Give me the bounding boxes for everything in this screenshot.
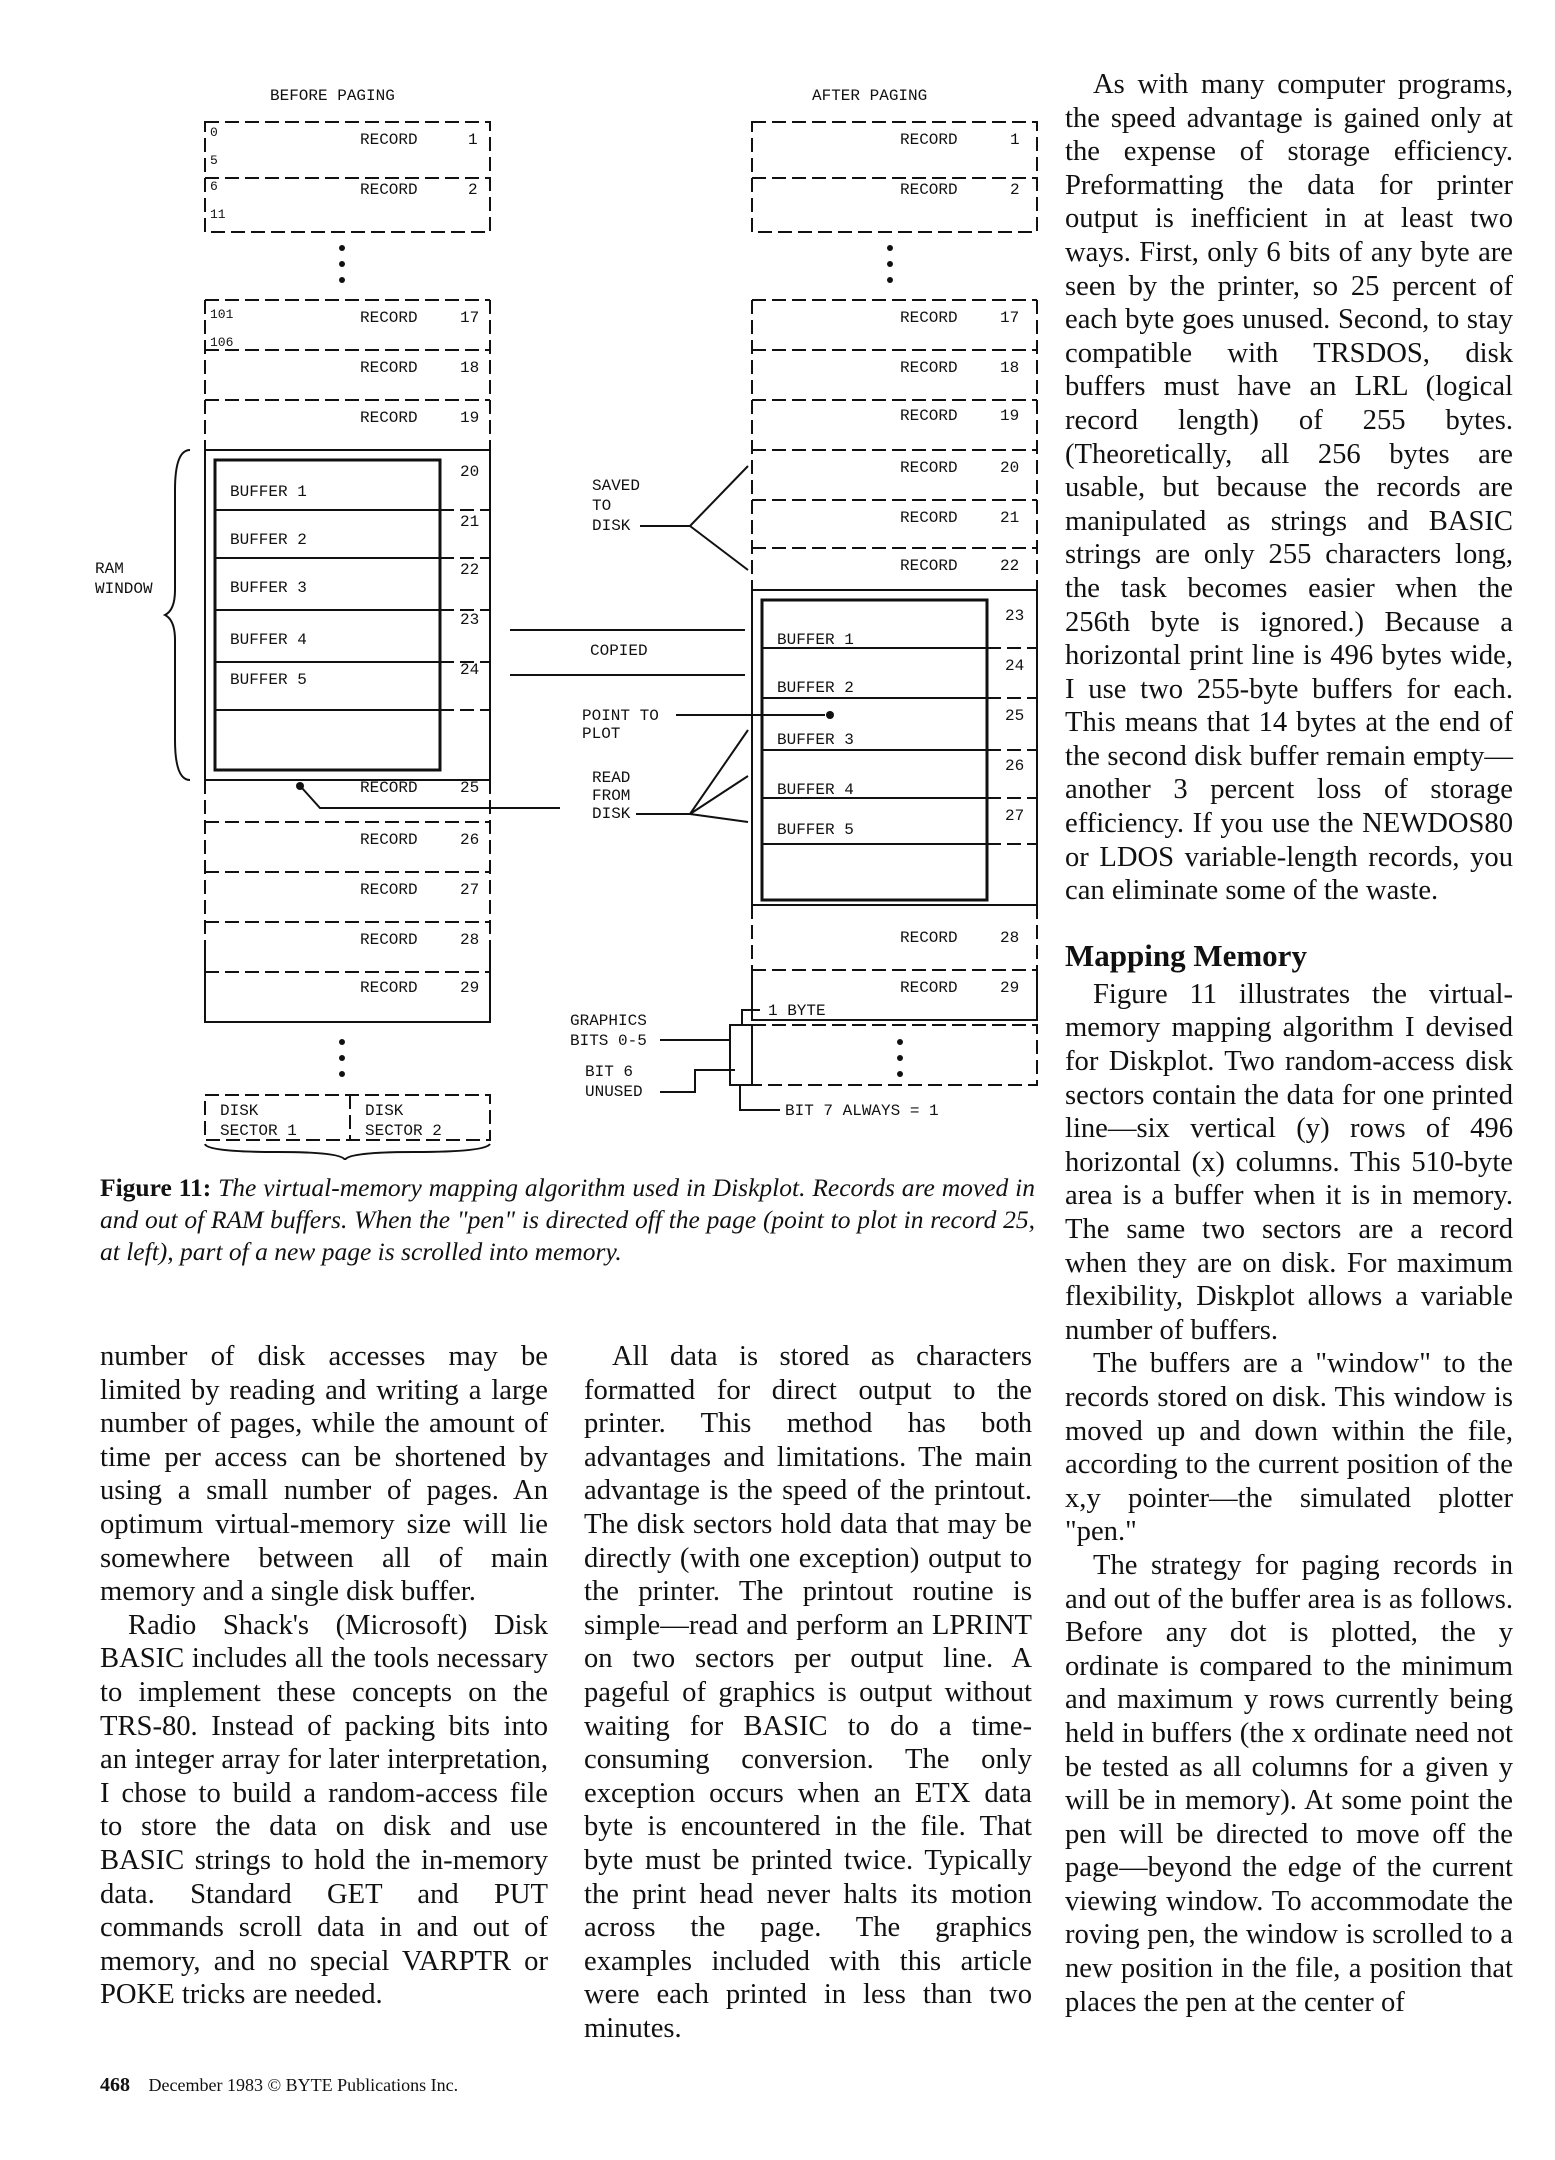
right-record-label: RECORD [900,459,958,477]
right-record-num: 22 [1000,557,1020,575]
right-record-label: RECORD [900,359,958,377]
read-label: FROM [592,787,631,805]
left-records-bottom [205,779,560,1022]
left-buffer-num: 21 [460,513,480,531]
right-buffer-num: 27 [1005,807,1025,825]
paragraph: The buffers are a "window" to the records stored on disk. This window is moved up and down within the file, according to the current position of the x,y pointer—the simulated plotter "pen." [1065,1348,1513,1548]
paragraph: The strategy for paging records in and out of the buffer area is as follows. Before any dot is plotted, the y ordinate is compared to the minimum and maximum y rows currently being held in buffers (the x ordinate need not be tested as all columns for a given y will be in memory). At some point the pen will be directed to move off the page—beyond the edge of the current viewing window. To accommodate the roving pen, the window is scrolled to a new position in the file, a position that places the pen at the center of [1065,1549,1513,2018]
ellipsis-dots [339,245,345,283]
left-buffer-num: 22 [460,561,480,579]
paragraph: Figure 11 illustrates the virtual-memory mapping algorithm I devised for Diskplot. Two random-access disk sectors contain the data for one printed line—six vertical (y) rows of 496 horizontal (x) columns. This 510-byte area is a buffer when it is in memory. The same two sectors are a record when they are on disk. For maximum flexibility, Diskplot allows a variable number of buffers. [1065,978,1513,1346]
right-buffer-num: 25 [1005,707,1025,725]
point-label: PLOT [582,725,621,743]
bit6-label: BIT 6 [585,1063,634,1081]
left-buffer-num: 24 [460,661,480,679]
right-record-num: 21 [1000,509,1020,527]
right-record-label: RECORD [900,131,958,149]
left-record-label: RECORD [360,931,418,949]
buffer-label: BUFFER 5 [230,671,307,689]
right-record-label: RECORD [900,557,958,575]
copied-label: COPIED [590,642,648,660]
right-records-mid [752,300,1037,590]
point-label: POINT TO [582,707,659,725]
buffer-label: BUFFER 2 [777,679,854,697]
right-column [1065,68,1513,2019]
right-records-top [752,122,1037,232]
middle-column [584,1340,1032,2045]
range-label: 106 [210,335,234,350]
left-record-num: 26 [460,831,480,849]
left-record-label: RECORD [360,131,418,149]
left-record-label: RECORD [360,309,418,327]
left-record-num: 18 [460,359,480,377]
left-records-mid [205,300,490,450]
left-record-label: RECORD [360,181,418,199]
buffer-label: BUFFER 4 [777,781,854,799]
left-record-num: 2 [468,181,478,199]
one-byte-label: 1 BYTE [768,1002,826,1020]
page-footer [100,2074,458,2097]
right-buffer-num: 26 [1005,757,1025,775]
ellipsis-dots [339,1039,345,1077]
read-from-disk-group [592,730,748,823]
range-label: 11 [210,207,226,222]
disk-sector-label: SECTOR 1 [220,1122,297,1140]
bit7-label: BIT 7 ALWAYS = 1 [785,1102,939,1120]
right-record-num: 2 [1010,181,1020,199]
paragraph: number of disk accesses may be limited by reading and writing a large number of pages, while the amount of time per access can be shortened by using a small number of pages. An optimum virtual-memory size will lie somewhere between all of main memory and a single disk buffer. [100,1341,548,1608]
bit6-label: UNUSED [585,1083,643,1101]
after-paging-title: AFTER PAGING [812,87,928,105]
read-label: READ [592,769,631,787]
left-record-num: 29 [460,979,480,997]
caption-text: The virtual-memory mapping algorithm used in Diskplot. Records are moved in and out of RAM buffers. When the "pen" is directed off the page (point to plot in record 25, at left), part of a new page is scrolled into memory. [100,1173,1035,1266]
graphics-label: GRAPHICS [570,1012,647,1030]
section-heading: Mapping Memory [1065,937,1307,973]
footer-text: December 1983 © BYTE Publications Inc. [148,2075,459,2095]
left-buffer-num: 20 [460,463,480,481]
buffer-label: BUFFER 1 [230,483,307,501]
left-record-label: RECORD [360,881,418,899]
range-label: 0 [210,125,218,140]
saved-label: TO [592,497,612,515]
right-ram-window [752,590,1037,905]
right-record-num: 17 [1000,309,1020,327]
range-label: 6 [210,179,218,194]
disk-sector-label: DISK [365,1102,404,1120]
left-record-label: RECORD [360,409,418,427]
right-record-num: 20 [1000,459,1020,477]
copied-group [510,630,745,675]
right-record-label: RECORD [900,929,958,947]
left-record-num: 17 [460,309,480,327]
ram-window-label: WINDOW [95,580,153,598]
left-record-label: RECORD [360,359,418,377]
graphics-label: BITS 0-5 [570,1032,647,1050]
left-record-num: 25 [460,779,480,797]
ellipsis-dots [887,245,893,283]
left-record-num: 28 [460,931,480,949]
caption-label: Figure 11: [100,1173,212,1202]
disk-sector-label: SECTOR 2 [365,1122,442,1140]
read-label: DISK [592,805,631,823]
buffer-label: BUFFER 4 [230,631,307,649]
paragraph: All data is stored as characters formatted for direct output to the printer. This method has both advantages and limitations. The main advantage is the speed of the printout. The disk sectors hold data that may be directly (with one exception) output to the printer. The printout routine is simple—read and perform an LPRINT on two sectors per output line. A pageful of graphics is output without waiting for BASIC to do a time-consuming conversion. The only exception occurs when an ETX data byte is encountered in the file. That byte must be printed twice. Typically the print head never halts its motion across the page. The graphics examples included with this article were each printed in less than two minutes. [584,1341,1032,2044]
paragraph: Radio Shack's (Microsoft) Disk BASIC includes all the tools necessary to implement these concepts on the TRS-80. Instead of packing bits into an integer array for later interpretation, I chose to build a random-access file to store the data on disk and use BASIC strings to hold the in-memory data. Standard GET and PUT commands scroll data in and out of memory, and no special VARPTR or POKE tricks are needed. [100,1609,548,2011]
disk-sector-label: DISK [220,1102,259,1120]
buffer-label: BUFFER 3 [777,731,854,749]
right-record-num: 19 [1000,407,1020,425]
paragraph: As with many computer programs, the speed advantage is gained only at the expense of storage efficiency. Preformatting the data for printer output is inefficient in at least two ways. First, only 6 bits of any byte are seen by the printer, so 25 percent of each byte goes unused. Second, to stay compatible with TRSDOS, disk buffers must have an LRL (logical record length) of 255 bytes. (Theoretically, all 256 bytes are usable, but because the records are manipulated as strings and BASIC strings are only 255 characters long, the task becomes easier when the 256th byte is ignored.) Because a horizontal print line is 496 bytes wide, I use two 255-byte buffers for each. This means that 14 bytes at the end of the second disk buffer remain empty—another 3 percent loss of storage efficiency. If you use the NEWDOS80 or LDOS variable-length records, you can eliminate some of the waste. [1065,69,1513,907]
figure-caption [100,1172,1035,1268]
before-paging-title: BEFORE PAGING [270,87,395,105]
right-buffer-num: 23 [1005,607,1025,625]
buffer-label: BUFFER 3 [230,579,307,597]
range-label: 101 [210,307,234,322]
buffer-label: BUFFER 2 [230,531,307,549]
saved-label: SAVED [592,477,641,495]
saved-to-disk-group [592,466,748,570]
right-record-label: RECORD [900,509,958,527]
left-column [100,1340,548,2012]
left-record-num: 19 [460,409,480,427]
saved-label: DISK [592,517,631,535]
ellipsis-dots [897,1039,903,1077]
left-records-top [205,122,490,232]
left-record-label: RECORD [360,779,418,797]
right-record-num: 28 [1000,929,1020,947]
right-buffer-num: 24 [1005,657,1025,675]
right-record-label: RECORD [900,309,958,327]
right-record-label: RECORD [900,407,958,425]
left-record-label: RECORD [360,979,418,997]
right-record-num: 1 [1010,131,1020,149]
left-buffer-num: 23 [460,611,480,629]
right-record-num: 18 [1000,359,1020,377]
left-ram-window [95,450,490,780]
right-record-label: RECORD [900,181,958,199]
left-record-num: 1 [468,131,478,149]
ram-window-label: RAM [95,560,124,578]
range-label: 5 [210,153,218,168]
left-record-label: RECORD [360,831,418,849]
buffer-label: BUFFER 1 [777,631,854,649]
figure-11-diagram [80,70,1040,1160]
buffer-label: BUFFER 5 [777,821,854,839]
right-record-label: RECORD [900,979,958,997]
left-record-num: 27 [460,881,480,899]
right-record-num: 29 [1000,979,1020,997]
disk-sectors [205,1095,490,1160]
page-number: 468 [100,2074,130,2096]
